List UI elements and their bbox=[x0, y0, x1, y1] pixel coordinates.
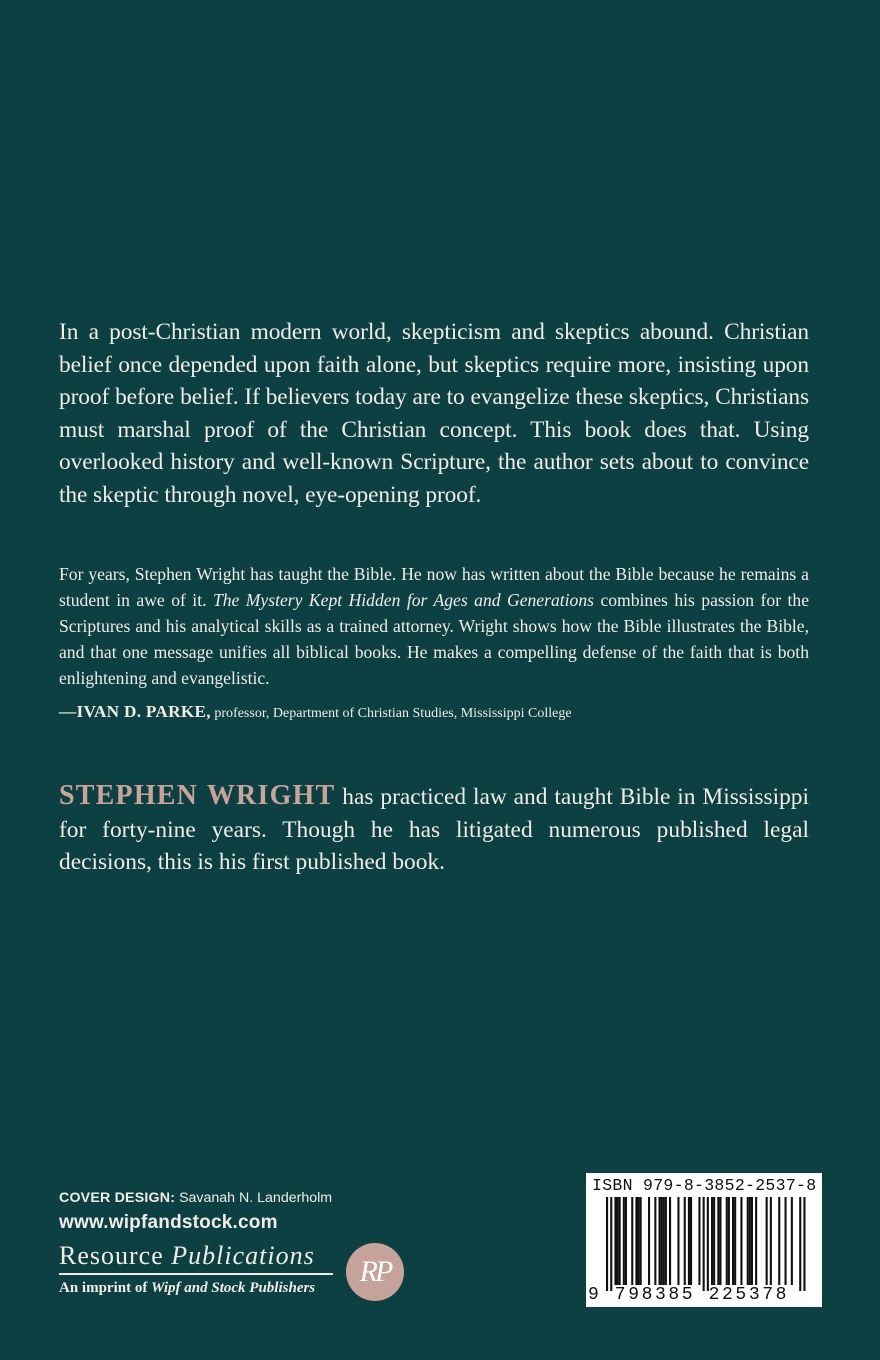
barcode-bar bbox=[747, 1197, 749, 1285]
review-quote bbox=[59, 561, 809, 691]
publisher-imprint bbox=[59, 1278, 333, 1298]
barcode-bar bbox=[677, 1197, 679, 1285]
author-name: STEPHEN WRIGHT bbox=[59, 780, 336, 811]
barcode-bar bbox=[732, 1197, 734, 1285]
barcode-bar bbox=[711, 1197, 713, 1285]
barcode-bar bbox=[614, 1197, 616, 1285]
isbn-label: ISBN 979-8-3852-2537-8 bbox=[592, 1176, 817, 1195]
barcode-bar bbox=[698, 1197, 700, 1285]
barcode-bar bbox=[648, 1197, 650, 1285]
barcode-bar bbox=[785, 1197, 787, 1285]
barcode-bar bbox=[766, 1197, 768, 1285]
cover-design-label: COVER DESIGN: bbox=[59, 1190, 176, 1206]
barcode-bar bbox=[669, 1197, 671, 1285]
barcode-bar bbox=[770, 1197, 772, 1285]
rp-logo-icon bbox=[346, 1243, 404, 1301]
review-text-end: combines his passion for the Scriptures and his analytical skills as a trained attorney. Wright shows how the Bible illustrates the Bible, and that one message unifies all biblical books. He makes a compelling defense of the faith that is both enlightening and evangelistic. bbox=[59, 590, 810, 688]
barcode-bar bbox=[610, 1197, 612, 1291]
review-text-start: For years, Stephen Wright has taught the Bible. He now has written about the Bible because he remains a student in awe of it. bbox=[59, 564, 809, 610]
cover-designer: Savanah N. Landerholm bbox=[175, 1190, 333, 1206]
barcode-bar bbox=[740, 1197, 742, 1285]
barcode-bar bbox=[684, 1197, 686, 1285]
blurb-paragraph: In a post-Christian modern world, skepticism and skeptics abound. Christian belief once depended upon faith alone, but skeptics require more, insisting upon proof before belief. If believers today are to evangelize these skeptics, Christians must marshal proof of the Christian concept. This book does that. Using overlooked history and well-known Scripture, the author sets about to convince the skeptic through novel, eye-opening proof. bbox=[59, 319, 809, 508]
barcode-bar bbox=[778, 1197, 780, 1285]
barcode-bar bbox=[619, 1197, 621, 1285]
barcode-bar bbox=[690, 1197, 692, 1285]
barcode-bar bbox=[635, 1197, 637, 1285]
author-bio-text: has practiced law and taught Bible in Mississippi for forty-nine years. Though he has litigated numerous published legal decisions, this is his first published book. bbox=[59, 784, 809, 875]
barcode-bar bbox=[751, 1197, 753, 1285]
barcode-bar bbox=[799, 1197, 801, 1291]
barcode-bar bbox=[734, 1197, 736, 1285]
barcode-digits: 9 798385 225378 bbox=[588, 1285, 790, 1305]
barcode-bar bbox=[726, 1197, 728, 1285]
barcode-bar bbox=[617, 1197, 619, 1285]
barcode-bar bbox=[803, 1197, 805, 1291]
barcode-bar bbox=[665, 1197, 667, 1285]
cover-design-credit bbox=[59, 1188, 332, 1208]
publisher-name bbox=[59, 1240, 333, 1272]
barcode-bar bbox=[661, 1197, 663, 1285]
barcode-bar bbox=[749, 1197, 751, 1285]
author-bio bbox=[59, 780, 809, 879]
barcode-bar bbox=[719, 1197, 721, 1285]
barcode-bar bbox=[663, 1197, 665, 1285]
barcode-bar bbox=[703, 1197, 705, 1291]
review-attribution bbox=[59, 700, 819, 726]
credits bbox=[59, 1188, 332, 1236]
barcode-bar bbox=[688, 1197, 690, 1285]
barcode-bar bbox=[707, 1197, 709, 1291]
imprint-prefix: An imprint of bbox=[59, 1279, 152, 1296]
publisher-name-italic: Publications bbox=[171, 1241, 315, 1270]
barcode-bar bbox=[625, 1197, 627, 1285]
publisher-block bbox=[59, 1240, 333, 1298]
publisher-name-plain: Resource bbox=[59, 1241, 172, 1270]
barcode-bar bbox=[717, 1197, 719, 1285]
barcode-bar bbox=[728, 1197, 730, 1285]
barcode-bar bbox=[638, 1197, 640, 1285]
barcode-bar bbox=[606, 1197, 608, 1291]
barcode-bar bbox=[640, 1197, 642, 1285]
barcode-bar bbox=[623, 1197, 625, 1285]
barcode-bar bbox=[755, 1197, 757, 1285]
rp-logo-text: RP bbox=[359, 1255, 391, 1288]
publisher-website: www.wipfandstock.com bbox=[59, 1212, 278, 1233]
barcode-bar bbox=[654, 1197, 656, 1285]
publisher-rule bbox=[59, 1273, 333, 1275]
barcode-bar bbox=[713, 1197, 715, 1285]
imprint-name: Wipf and Stock Publishers bbox=[151, 1279, 316, 1296]
barcode-bar bbox=[659, 1197, 661, 1285]
reviewer-name: —IVAN D. PARKE, bbox=[59, 702, 211, 721]
book-title: The Mystery Kept Hidden for Ages and Generations bbox=[212, 590, 594, 610]
isbn-barcode bbox=[586, 1173, 822, 1307]
barcode-bar bbox=[791, 1197, 793, 1285]
reviewer-title: professor, Department of Christian Studies, Mississippi College bbox=[210, 706, 572, 721]
barcode-bar bbox=[631, 1197, 633, 1285]
